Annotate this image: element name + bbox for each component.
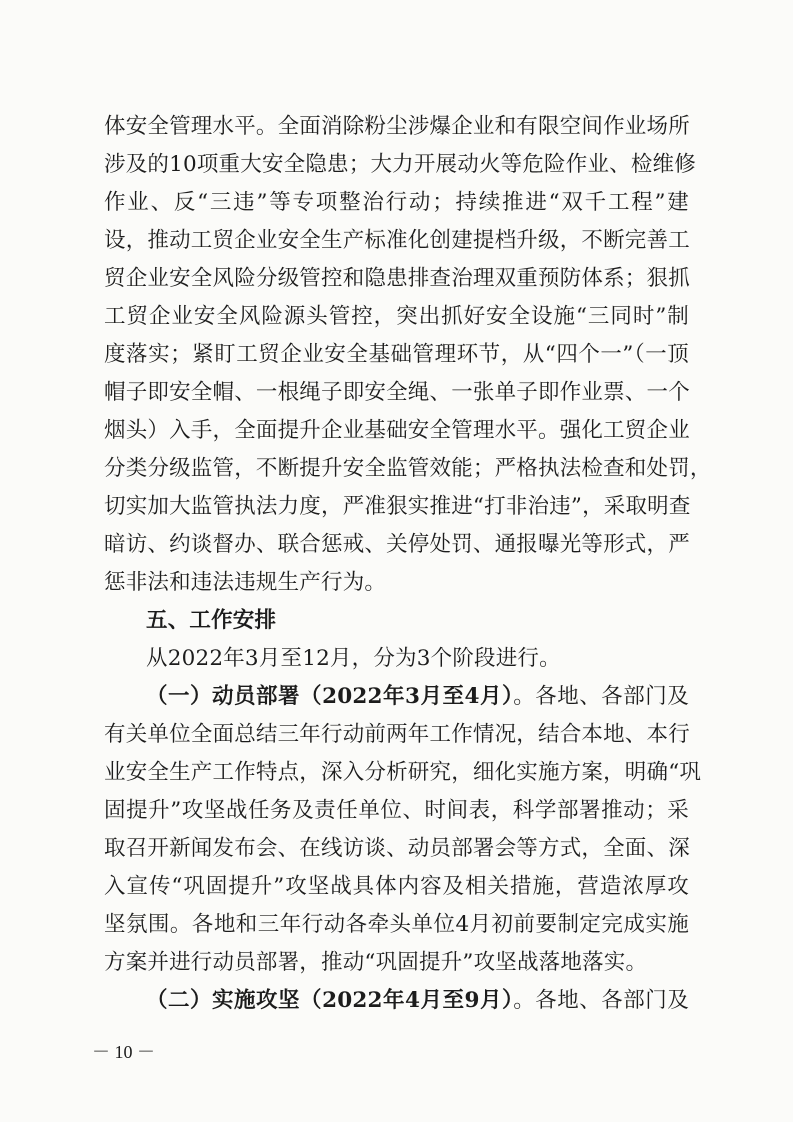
stage1-line-7: 方案并进行动员部署，推动“巩固提升”攻坚战落地落实。 [104,950,648,975]
body-line-3: 作业、反“三违”等专项整治行动；持续推进“双千工程”建 [104,190,689,215]
stage2-first-line-rest: 。各地、各部门及 [513,988,689,1013]
body-line-7: 度落实；紧盯工贸企业安全基础管理环节，从“四个一”（一顶 [104,342,689,367]
body-line-11: 切实加大监管执法力度，严准狠实推进“打非治违”，采取明查 [104,494,691,519]
body-line-4: 设，推动工贸企业安全生产标准化创建提档升级，不断完善工 [104,228,690,253]
body-line-12: 暗访、约谈督办、联合惩戒、关停处罚、通报曝光等形式，严 [104,532,690,557]
body-line-6: 工贸企业安全风险源头管控，突出抓好安全设施“三同时”制 [104,304,689,329]
body-line-13: 惩非法和违法违规生产行为。 [104,570,387,595]
stage1-line-6: 坚氛围。各地和三年行动各牵头单位4月初前要制定完成实施 [104,912,689,937]
stage1-line-5: 入宣传“巩固提升”攻坚战具体内容及相关措施，营造浓厚攻 [104,874,689,899]
body-line-1: 体安全管理水平。全面消除粉尘涉爆企业和有限空间作业场所 [104,114,690,139]
stage1-line-4: 取召开新闻发布会、在线访谈、动员部署会等方式，全面、深 [104,836,690,861]
intro-line: 从2022年3月至12月，分为3个阶段进行。 [146,646,561,671]
stage1-first-line [146,682,689,712]
page-number: － 10 － [92,1042,155,1062]
body-line-5: 贸企业安全风险分级管控和隐患排查治理双重预防体系；狠抓 [104,266,690,291]
stage2-first-line [146,986,689,1016]
stage1-line-1: 有关单位全面总结三年行动前两年工作情况，结合本地、本行 [104,722,690,747]
stage1-line-3: 固提升”攻坚战任务及责任单位、时间表，科学部署推动；采 [104,798,689,823]
stage1-first-line-rest: 。各地、各部门及 [513,684,689,709]
body-line-9: 烟头）入手，全面提升企业基础安全管理水平。强化工贸企业 [104,418,690,443]
body-line-2: 涉及的10项重大安全隐患；大力开展动火等危险作业、检维修 [104,152,696,177]
body-line-8: 帽子即安全帽、一根绳子即安全绳、一张单子即作业票、一个 [104,380,690,405]
stage2-title: （二）实施攻坚（2022年4月至9月） [146,988,514,1013]
body-line-10: 分类分级监管，不断提升安全监管效能；严格执法检查和处罚， [104,456,712,481]
section-heading: 五、工作安排 [146,608,277,633]
stage1-title: （一）动员部署（2022年3月至4月） [146,684,514,709]
stage1-line-2: 业安全生产工作特点，深入分析研究，细化实施方案，明确“巩 [104,760,702,785]
